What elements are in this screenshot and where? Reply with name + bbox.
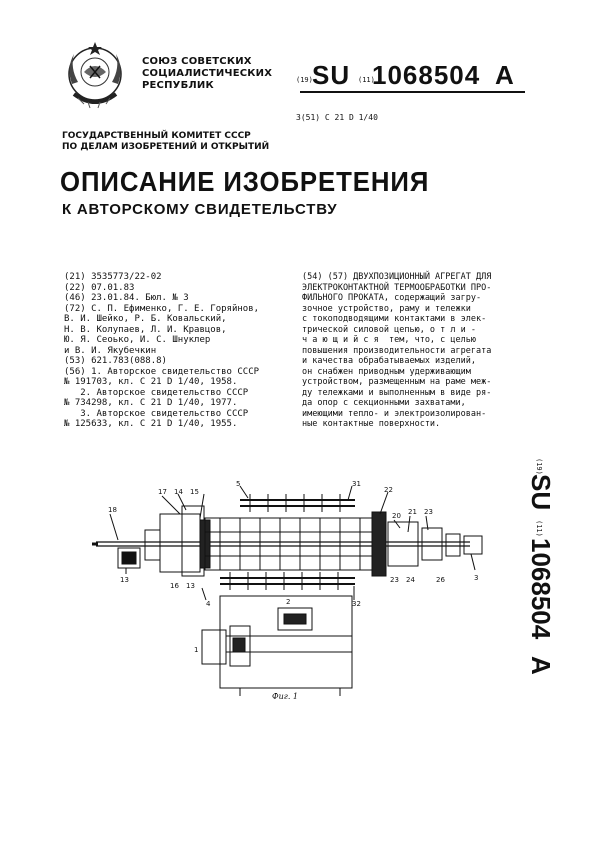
- side-prefix: (19): [535, 458, 543, 475]
- pub-country: SU: [312, 60, 351, 90]
- biblio-line: № 191703, кл. С 21 D 1/40, 1958.: [64, 377, 238, 387]
- side-number: 1068504: [526, 538, 556, 640]
- biblio-line: (72) С. П. Ефименко, Г. Е. Горяйнов,: [64, 303, 260, 314]
- pub-underline: [300, 91, 525, 93]
- figure-caption: Фиг. 1: [272, 692, 299, 701]
- committee-line-1: ГОСУДАРСТВЕННЫЙ КОМИТЕТ СССР: [62, 131, 251, 141]
- biblio-line: (53) 621.783(088.8): [64, 356, 167, 366]
- pub-prefix: (19): [296, 76, 313, 84]
- biblio-line: (56) 1. Авторское свидетельство СССР: [64, 366, 260, 377]
- fig-label-3: 3: [474, 574, 479, 582]
- abstract-line: (54) (57) ДВУХПОЗИЦИОННЫЙ АГРЕГАТ ДЛЯ: [302, 272, 492, 282]
- fig-label-17: 17: [158, 488, 167, 496]
- ipc-classification: 3(51) С 21 D 1/40: [296, 113, 378, 122]
- fig-label-2: 2: [286, 598, 291, 606]
- biblio-line: (21) 3535773/22-02: [64, 272, 162, 282]
- pub-code: (11): [358, 76, 375, 84]
- technical-drawing: [90, 478, 490, 703]
- union-line-2: СОЦИАЛИСТИЧЕСКИХ: [142, 68, 273, 79]
- abstract-line: ные контактные поверхности.: [302, 419, 441, 429]
- fig-label-26: 26: [436, 576, 445, 584]
- abstract-line: повышения производительности агрегата: [302, 345, 492, 356]
- pub-kind: A: [495, 60, 514, 90]
- committee-line-2: ПО ДЕЛАМ ИЗОБРЕТЕНИЙ И ОТКРЫТИЙ: [62, 142, 270, 152]
- fig-label-4: 4: [206, 600, 211, 608]
- biblio-line: № 734298, кл. С 21 D 1/40, 1977.: [64, 398, 238, 408]
- abstract-line: да опор с секционными захватами,: [302, 398, 466, 408]
- pub-number: 1068504: [372, 60, 481, 90]
- state-emblem: [60, 38, 130, 114]
- biblio-line: Ю. Я. Сеоько, И. С. Шнуклер: [64, 335, 211, 345]
- fig-label-16: 16: [170, 582, 179, 590]
- fig-label-32: 32: [352, 600, 361, 608]
- fig-label-13: 13: [120, 576, 129, 584]
- abstract-line: ЭЛЕКТРОКОНТАКТНОЙ ТЕРМООБРАБОТКИ ПРО-: [302, 282, 492, 293]
- abstract-line: ч а ю щ и й с я тем, что, с целью: [302, 335, 476, 345]
- side-code: (11): [535, 520, 543, 537]
- biblio-line: (22) 07.01.83: [64, 282, 135, 293]
- fig-label-18: 18: [108, 506, 117, 514]
- fig-label-1: 1: [194, 646, 199, 654]
- union-line-1: СОЮЗ СОВЕТСКИХ: [142, 56, 252, 67]
- abstract-line: зочное устройство, раму и тележки: [302, 303, 471, 314]
- abstract-line: он снабжен приводным удерживающим: [302, 366, 471, 377]
- biblio-line: и В. И. Якубечкин: [64, 345, 157, 356]
- fig-label-23: 23: [424, 508, 433, 516]
- document-subtitle: К АВТОРСКОМУ СВИДЕТЕЛЬСТВУ: [62, 201, 338, 218]
- fig-label-20: 20: [392, 512, 401, 520]
- side-publication-number: [520, 420, 580, 680]
- biblio-line: В. И. Шейко, Р. Б. Ковальский,: [64, 314, 227, 324]
- abstract-line: устройством, размещенным на раме меж-: [302, 377, 492, 387]
- fig-label-13b: 13: [186, 582, 195, 590]
- biblio-line: Н. В. Колупаев, Л. И. Кравцов,: [64, 324, 227, 335]
- side-country: SU: [526, 474, 556, 511]
- biblio-line: № 125633, кл. С 21 D 1/40, 1955.: [64, 419, 238, 429]
- abstract-line: трической силовой цепью, о т л и -: [302, 324, 476, 335]
- abstract-line: имеющими тепло- и электроизолирован-: [302, 408, 487, 419]
- abstract-line: ФИЛЬНОГО ПРОКАТА, содержащий загру-: [302, 293, 482, 303]
- biblio-line: 2. Авторское свидетельство СССР: [64, 387, 249, 398]
- fig-label-23b: 23: [390, 576, 399, 584]
- fig-label-22: 22: [384, 486, 393, 494]
- biblio-line: 3. Авторское свидетельство СССР: [64, 408, 249, 419]
- abstract-line: ду тележками и выполненным в виде ря-: [302, 387, 492, 398]
- abstract-line: с токоподводящими контактами в элек-: [302, 314, 487, 324]
- fig-label-21: 21: [408, 508, 417, 516]
- fig-label-5: 5: [236, 480, 241, 488]
- biblio-line: (46) 23.01.84. Бюл. № 3: [64, 293, 189, 303]
- document-title: ОПИСАНИЕ ИЗОБРЕТЕНИЯ: [60, 166, 430, 197]
- fig-label-31: 31: [352, 480, 361, 488]
- union-line-3: РЕСПУБЛИК: [142, 80, 214, 91]
- fig-label-24: 24: [406, 576, 415, 584]
- side-kind: A: [526, 656, 556, 675]
- abstract-line: и качества обрабатываемых изделий,: [302, 356, 476, 366]
- fig-label-14: 14: [174, 488, 183, 496]
- fig-label-15: 15: [190, 488, 199, 496]
